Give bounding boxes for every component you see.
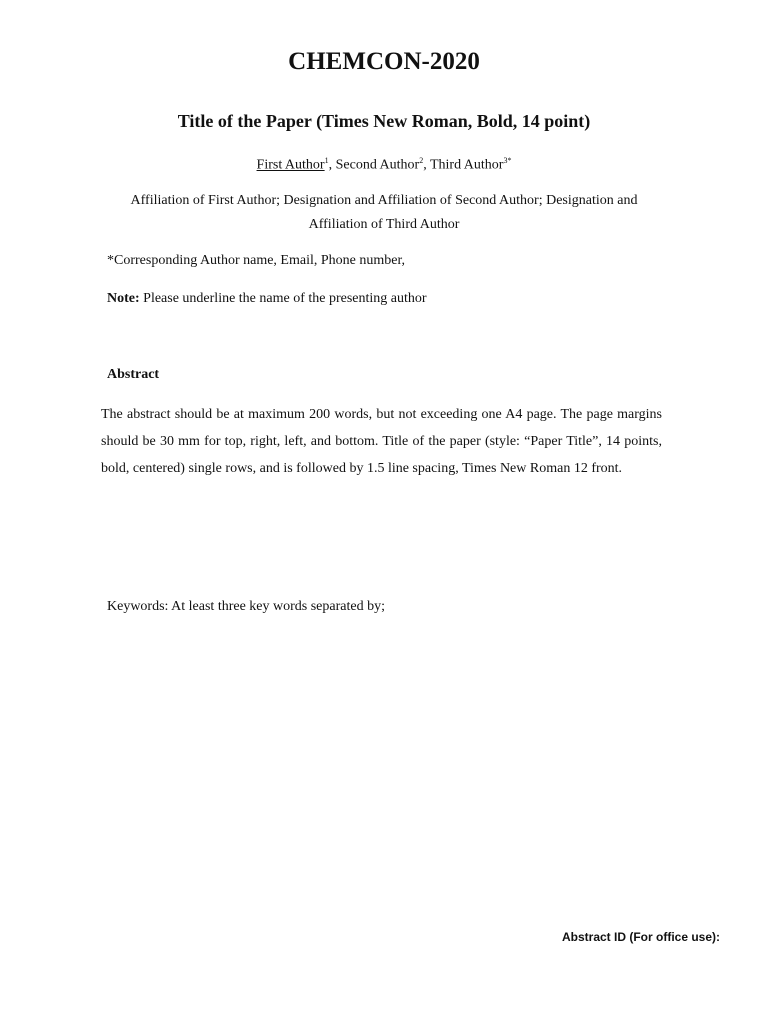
third-author: , Third Author [423, 157, 504, 173]
third-author-superscript: 3* [503, 156, 512, 165]
conference-title: CHEMCON-2020 [288, 48, 480, 75]
corresponding-author: *Corresponding Author name, Email, Phone number, [107, 253, 406, 268]
paper-title: Title of the Paper (Times New Roman, Bold, 14 point) [177, 111, 591, 131]
second-author: , Second Author [328, 157, 420, 173]
note-line [107, 289, 427, 309]
author-list [0, 151, 768, 176]
abstract-body: The abstract should be at maximum 200 words, but not exceeding one A4 page. The page margins should be 30 mm for top, right, left, and bottom. Title of the paper (style: “Paper Title”, 14 points, bold, centered) single rows, and is followed by 1.5 line spacing, Times New Roman 12 front. [101, 407, 662, 476]
note-label: Note: [107, 291, 140, 306]
office-use-abstract-id: Abstract ID (For office use): [561, 930, 720, 944]
keywords-line: Keywords: At least three key words separated by; [107, 599, 385, 614]
affiliation-block [120, 189, 648, 237]
note-text: Please underline the name of the presenting author [139, 291, 427, 306]
abstract-heading: Abstract [107, 367, 160, 382]
affiliation-line-2: Affiliation of Third Author [308, 217, 460, 232]
first-author: First Author [256, 157, 325, 173]
second-author-superscript: 2 [419, 156, 424, 165]
first-author-superscript: 1 [324, 156, 329, 165]
affiliation-line-1: Affiliation of First Author; Designation and Affiliation of Second Author; Designation and [130, 193, 638, 208]
